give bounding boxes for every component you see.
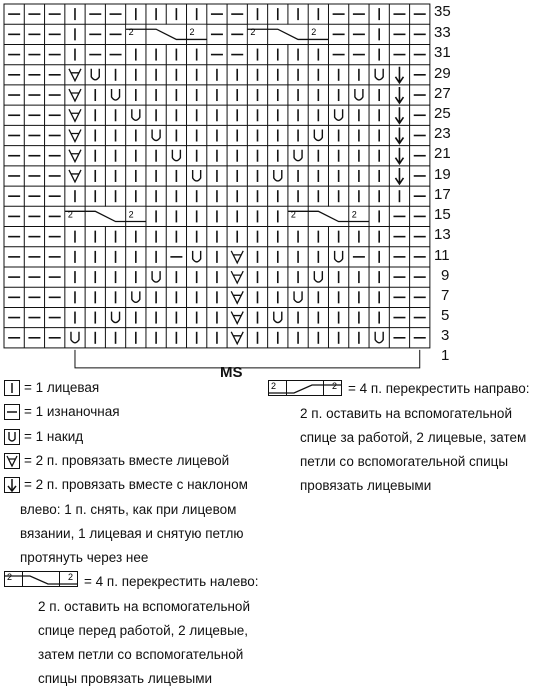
cable-number: 2 (290, 209, 296, 220)
row-number-25: 25 (434, 105, 451, 122)
purl-symbol-icon (4, 404, 20, 420)
legend-knit: = 1 лицевая (24, 380, 100, 395)
ms-label: MS (220, 364, 243, 381)
legend-ssk-line-3: протянуть через нее (20, 550, 149, 565)
cable-number: 2 (128, 209, 134, 220)
row-number-7: 7 (441, 287, 450, 304)
legend-cable-left-line-4: спицы провязать лицевыми (38, 671, 213, 686)
cable-right-cross-icon (268, 380, 342, 396)
cable-left-cross-icon (4, 571, 78, 587)
cable-number: 2 (250, 27, 256, 38)
cable-number: 2 (128, 27, 134, 38)
cable-number: 2 (189, 27, 195, 38)
legend-purl: = 1 изнаночная (24, 404, 120, 419)
cable-number: 2 (271, 381, 277, 391)
row-number-21: 21 (434, 145, 451, 162)
legend-cable-left-line-1: 2 п. оставить на вспомогательной (38, 599, 250, 614)
legend-ssk-line-1: влево: 1 п. снять, как при лицевом (20, 502, 237, 517)
row-number-5: 5 (441, 307, 450, 324)
row-number-27: 27 (434, 85, 451, 102)
knit-symbol-icon (4, 380, 20, 396)
cable-number: 2 (351, 209, 357, 220)
row-number-1: 1 (441, 347, 450, 364)
ssk-symbol-icon (4, 477, 20, 493)
legend-ssk-line-2: вязании, 1 лицевая и снятую петлю (20, 526, 244, 541)
row-number-31: 31 (434, 44, 451, 61)
row-number-19: 19 (434, 166, 451, 183)
yarn-over-symbol-icon (4, 429, 20, 445)
ms-repeat-bracket (75, 350, 420, 368)
k2tog-symbol-icon (4, 453, 20, 469)
legend-ssk: = 2 п. провязать вместе с наклоном (24, 477, 248, 492)
row-number-33: 33 (434, 24, 451, 41)
cable-number: 2 (67, 209, 73, 220)
legend-cable-right-title: = 4 п. перекрестить направо: (348, 381, 530, 396)
cable-number: 2 (68, 572, 74, 582)
legend-cable-left-line-2: спице перед работой, 2 лицевые, (38, 623, 249, 638)
row-number-29: 29 (434, 65, 451, 82)
row-number-17: 17 (434, 186, 451, 203)
legend-cable-right-line-1: 2 п. оставить на вспомогательной (300, 406, 512, 421)
row-number-9: 9 (441, 267, 450, 284)
legend-cable-right-line-2: спице за работой, 2 лицевые, затем (300, 430, 527, 445)
legend-cable-right-line-4: провязать лицевыми (300, 478, 432, 493)
cable-number: 2 (7, 572, 13, 582)
row-number-3: 3 (441, 327, 450, 344)
row-number-11: 11 (434, 247, 450, 264)
legend-cable-right-line-3: петли со вспомогательной спицы (300, 454, 509, 469)
legend-yarn-over: = 1 накид (24, 429, 84, 444)
row-number-15: 15 (434, 206, 451, 223)
cable-number: 2 (311, 27, 317, 38)
legend-k2tog: = 2 п. провязать вместе лицевой (24, 453, 230, 468)
row-number-23: 23 (434, 125, 451, 142)
legend-cable-left-line-3: затем петли со вспомогательной (38, 647, 244, 662)
row-number-35: 35 (434, 3, 451, 20)
cable-number: 2 (332, 381, 338, 391)
row-number-13: 13 (434, 226, 451, 243)
legend-cable-left-title: = 4 п. перекрестить налево: (84, 574, 259, 589)
